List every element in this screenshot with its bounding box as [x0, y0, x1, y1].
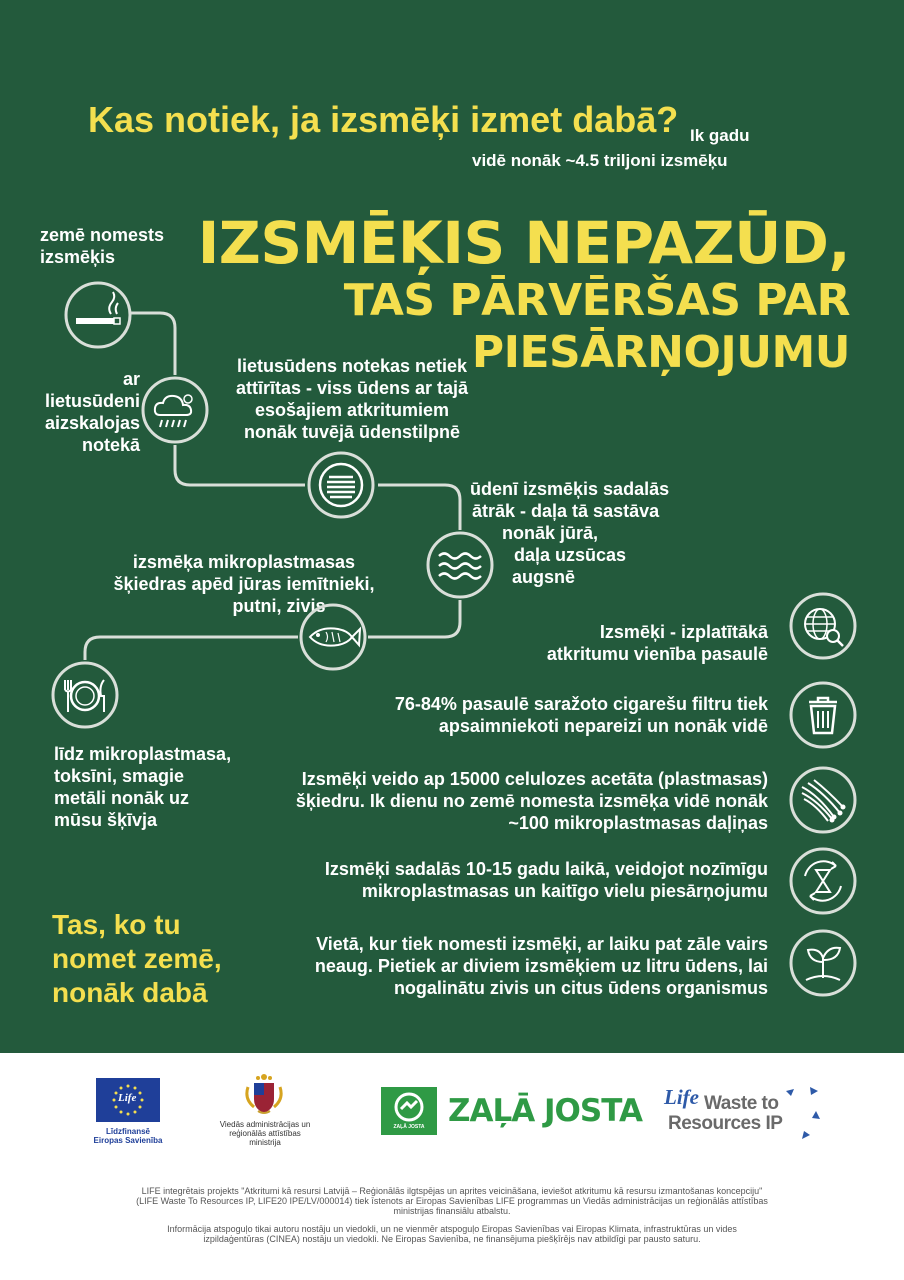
closing-line: nomet zemē,	[52, 943, 222, 974]
step-2-line: aizskalojas	[44, 413, 140, 433]
water-waves-icon	[425, 530, 495, 600]
trash-bin-icon	[788, 680, 858, 750]
step-2-line: ar	[122, 369, 140, 389]
fact-5-line: nogalinātu zivis un citus ūdens organismus	[393, 978, 768, 998]
disclaimer-line: ministrijas finansiālu atbalstu.	[393, 1206, 511, 1216]
project-disclaimer	[40, 1186, 864, 1216]
step-3-line: lietusūdens notekas netiek	[236, 356, 468, 376]
fact-2-text	[395, 693, 768, 737]
step-5-line: putni, zivis	[232, 596, 326, 616]
headline-line-1: IZSMĒĶIS NEPAZŪD,	[197, 209, 850, 277]
eu-caption-line: Līdzfinansē	[105, 1127, 150, 1136]
closing-message	[52, 908, 222, 1010]
fact-4-line: mikroplastmasas un kaitīgo vielu piesārņojumu	[361, 881, 768, 901]
life-word: Life	[664, 1085, 699, 1109]
fact-4-text	[325, 858, 768, 902]
disclaimer-line: (LIFE Waste To Resources IP, LIFE20 IPE/LV/000014) tiek īstenots ar Eiropas Savienības LIFE programmas un Viedās administrācijas un reģionālās attīstības	[136, 1196, 768, 1206]
fact-1-line: atkritumu vienība pasaulē	[546, 644, 768, 664]
stat-line-2: vidē nonāk ~4.5 triljoni izsmēķu	[472, 151, 728, 170]
step-5-line: izsmēķa mikroplastmasas	[132, 552, 356, 572]
step-6-line: toksīni, smagie	[54, 766, 185, 786]
resources-ip-word: Resources IP	[668, 1113, 783, 1134]
zala-josta-badge	[381, 1087, 437, 1135]
step-6-text	[54, 743, 231, 831]
fact-2-line: apsaimniekoti nepareizi un nonāk vidē	[438, 716, 768, 736]
disclaimer-line: Informācija atspoguļo tikai autoru nostāju un viedokli, un ne vienmēr atspoguļo Eiropas Savienības vai Eiropas Klimata, infrastruktūras un vides	[167, 1224, 737, 1234]
recycle-arrows-icon	[780, 1085, 824, 1145]
step-2-line: notekā	[81, 435, 140, 455]
step-3-line: esošajiem atkritumiem	[254, 400, 450, 420]
hourglass-cycle-icon	[788, 846, 858, 916]
step-4-line: ūdenī izsmēķis sadalās	[470, 479, 670, 499]
fact-5-text	[315, 933, 768, 999]
fact-5-line: neaug. Pietiek ar diviem izsmēķiem uz litru ūdens, lai	[314, 956, 768, 976]
closing-line: Tas, ko tu	[52, 909, 181, 940]
step-6-line: metāli nonāk uz	[54, 788, 190, 808]
step-3-line: nonāk tuvējā ūdenstilpnē	[243, 422, 461, 442]
footer	[0, 1053, 904, 1280]
step-4-line: nonāk jūrā,	[502, 523, 599, 543]
latvia-coat-of-arms-logo	[240, 1071, 288, 1115]
headline-line-2: TAS PĀRVĒRŠAS PAR	[343, 275, 850, 326]
fact-3-line: šķiedru. Ik dienu no zemē nomesta izsmēķa vidē nonāk	[295, 791, 768, 811]
step-4-line: ātrāk - daļa tā sastāva	[472, 501, 660, 521]
life-waste-to-resources-logo	[664, 1085, 824, 1155]
eu-life-word: Life	[118, 1092, 137, 1104]
fact-3-line: ~100 mikroplastmasas daļiņas	[508, 813, 768, 833]
step-5-line: šķiedras apēd jūras iemītnieki,	[113, 574, 375, 594]
step-6-line: mūsu šķīvja	[54, 810, 158, 830]
fact-3-line: Izsmēķi veido ap 15000 celulozes acetāta (plastmasas)	[301, 769, 768, 789]
fact-3-text	[296, 768, 768, 834]
fact-1-text	[547, 621, 768, 665]
headline-line-3: PIESĀRŅOJUMU	[471, 327, 850, 378]
fish-icon	[298, 602, 368, 672]
zala-josta-small-text: ZAĻĀ JOSTA	[393, 1124, 425, 1130]
step-3-text	[222, 355, 482, 443]
waste-to-word: Waste to	[704, 1093, 779, 1114]
stat-line-1: Ik gadu	[690, 126, 750, 145]
globe-search-icon	[788, 591, 858, 661]
cigarette-icon	[63, 280, 133, 350]
fact-5-line: Vietā, kur tiek nomesti izsmēķi, ar laiku pat zāle vairs	[316, 934, 768, 954]
fibers-icon	[788, 765, 858, 835]
disclaimer-line: LIFE integrētais projekts "Atkritumi kā resursi Latvijā – Reģionālās ilgtspējas un aprites veicināšana, ieviešot atkritumu kā resursu izmantošanas koncepciju"	[141, 1186, 763, 1196]
ministry-caption-line: ministrija	[249, 1138, 281, 1147]
disclaimer-line: izpildaģentūras (CINEA) nostāju un viedokli. Ne Eiropas Savienība, ne finansējuma piešķīrējs nav atbildīgi par pausto saturu.	[203, 1234, 701, 1244]
zala-josta-wordmark: ZAĻĀ JOSTA	[448, 1093, 642, 1129]
step-4-text	[470, 478, 669, 588]
rain-cloud-icon	[140, 375, 210, 445]
step-3-line: attīrītas - viss ūdens ar tajā	[235, 378, 469, 398]
step-1-line: zemē nomests	[40, 225, 165, 245]
fact-2-line: 76-84% pasaulē saražoto cigarešu filtru tiek	[394, 694, 768, 714]
step-6-line: līdz mikroplastmasa,	[54, 744, 232, 764]
ministry-caption-line: Viedās administrācijas un	[219, 1120, 311, 1129]
ministry-caption-line: reģionālās attīstības	[229, 1129, 301, 1138]
drain-grate-icon	[306, 450, 376, 520]
fact-1-line: Izsmēķi - izplatītākā	[599, 622, 768, 642]
closing-line: nonāk dabā	[52, 977, 208, 1008]
step-2-line: lietusūdeni	[44, 391, 140, 411]
poster-question: Kas notiek, ja izsmēķi izmet dabā?	[88, 99, 679, 140]
step-1-line: izsmēķis	[40, 247, 116, 267]
eu-flag-logo	[96, 1078, 160, 1122]
step-4-line: augsnē	[512, 567, 576, 587]
step-4-line: daļa uzsūcas	[514, 545, 627, 565]
plate-cutlery-icon	[50, 660, 120, 730]
step-2-text	[20, 368, 140, 456]
step-1-text	[40, 224, 164, 268]
fact-4-line: Izsmēķi sadalās 10-15 gadu laikā, veidojot nozīmīgu	[324, 859, 768, 879]
ministry-caption	[205, 1120, 325, 1147]
information-disclaimer	[40, 1224, 864, 1244]
eu-caption	[88, 1127, 168, 1145]
eu-caption-line: Eiropas Savienība	[93, 1136, 163, 1145]
sprout-icon	[788, 928, 858, 998]
